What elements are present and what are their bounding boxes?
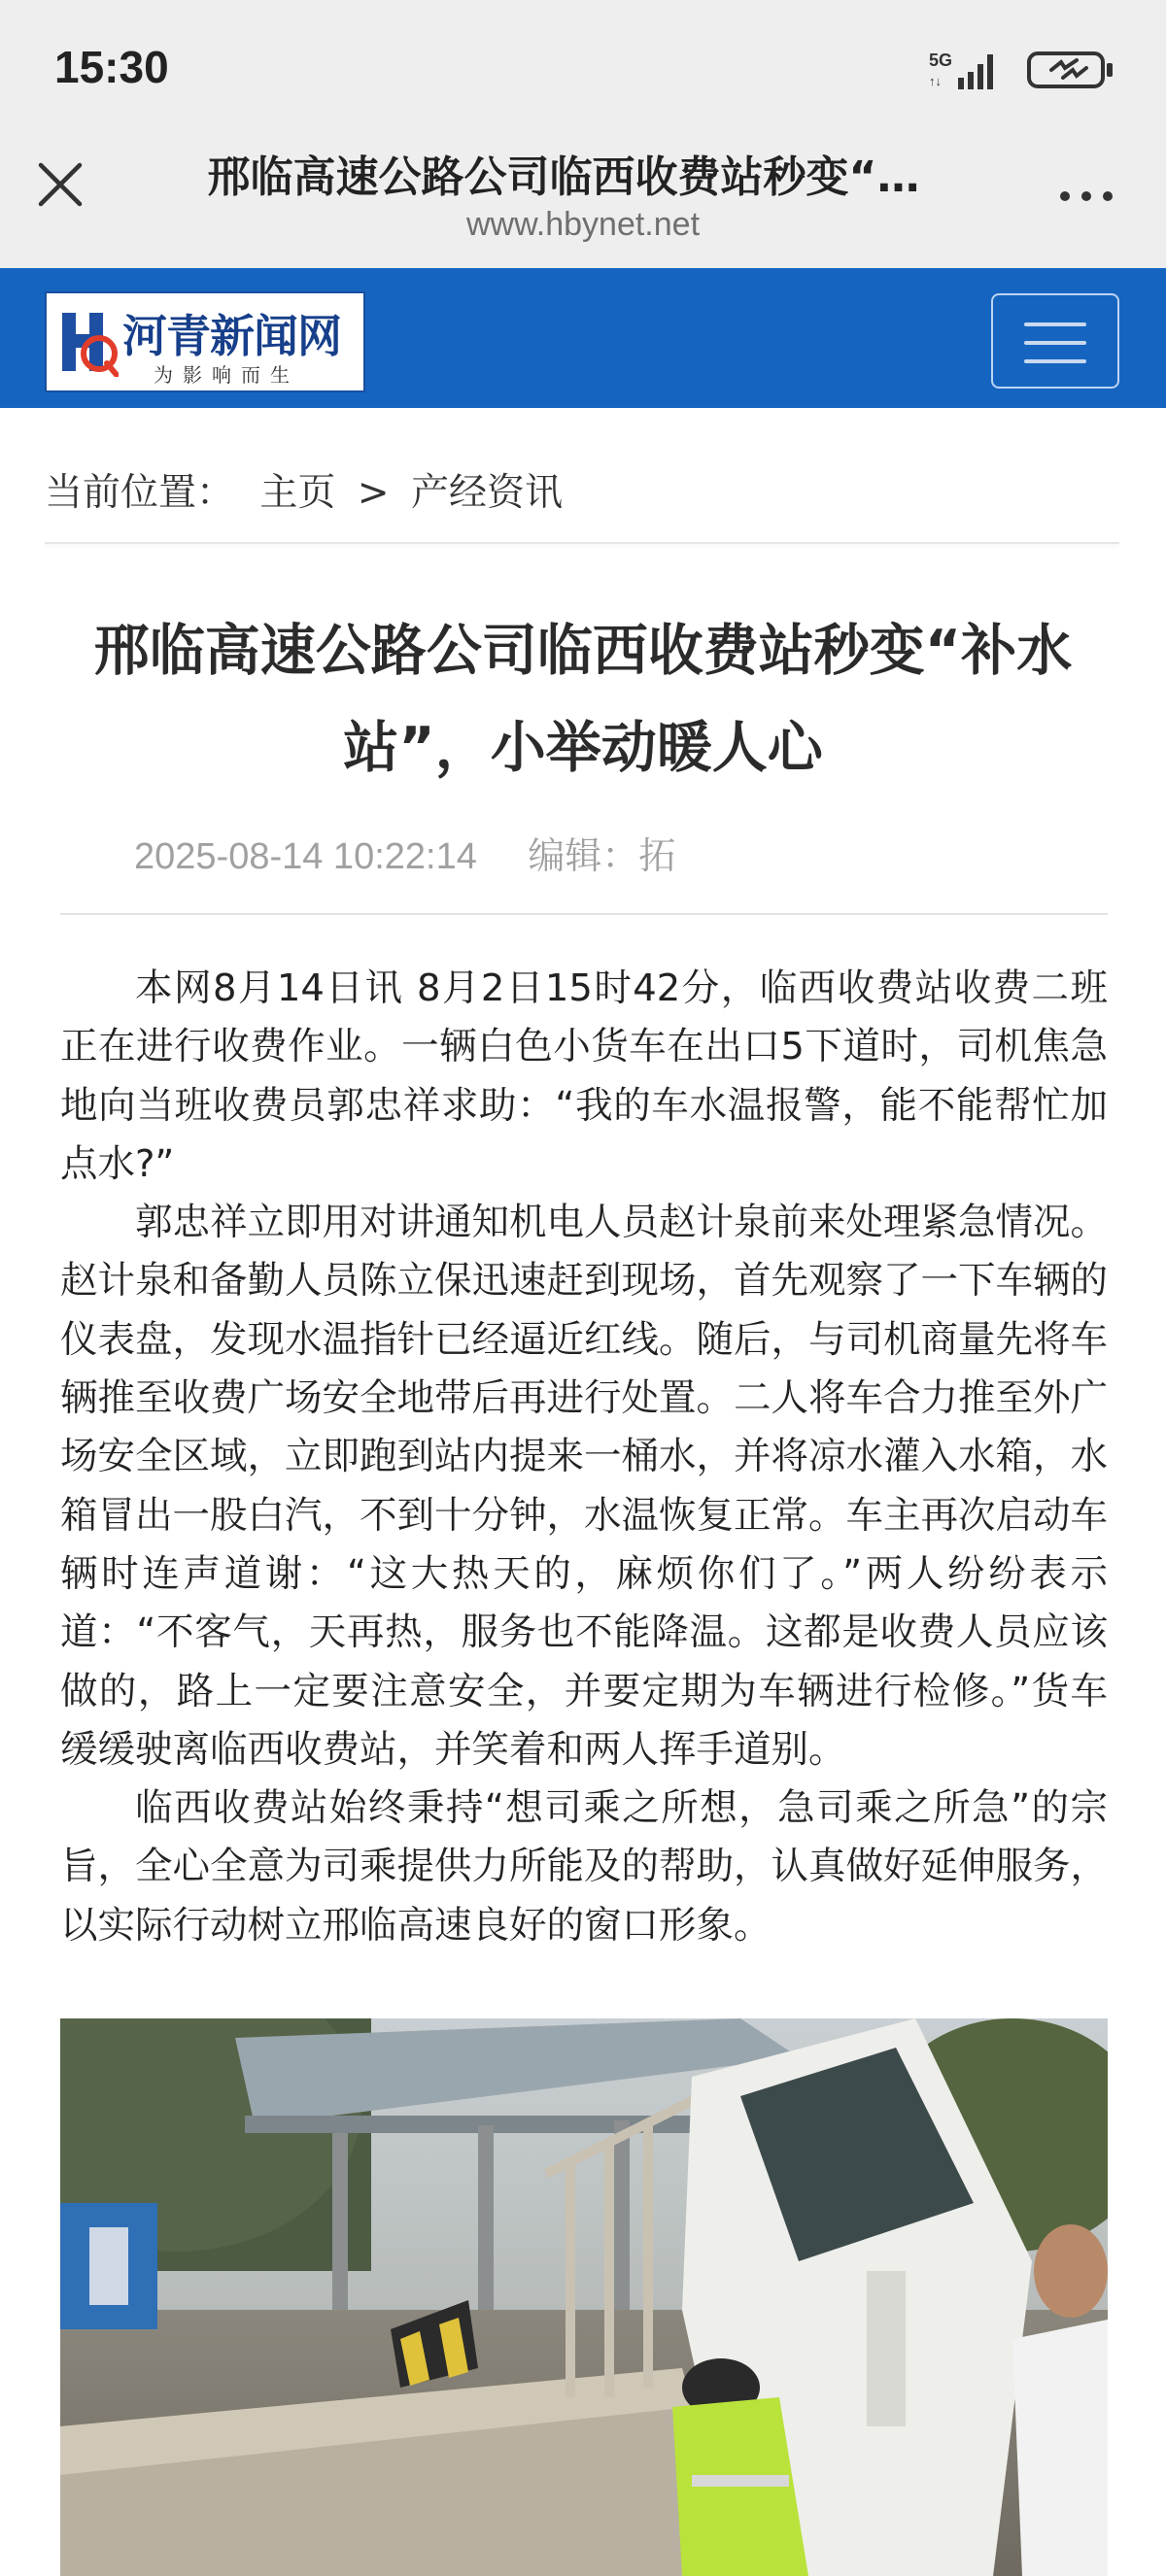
status-icons [929, 49, 1115, 91]
article-editor: 编辑：拓 [528, 834, 676, 877]
svg-text:↑↓: ↑↓ [929, 74, 942, 88]
breadcrumb [45, 462, 563, 517]
article-photo-image [60, 2018, 1108, 2576]
article-paragraph: 本网8月14日讯 8月2日15时42分，临西收费站收费二班正在进行收费作业。一辆白色小货车在出口5下道时，司机焦急地向当班收费员郭忠祥求助：“我的车水温报警，能不能帮忙加点水?” [60, 966, 1108, 1186]
signal-icon [929, 49, 1001, 91]
more-dots-icon [1057, 186, 1115, 206]
article-photo [60, 2018, 1108, 2576]
article-datetime: 2025-08-14 10:22:14 [134, 836, 477, 877]
close-button[interactable] [33, 157, 87, 212]
article-paragraph: 临西收费站始终秉持“想司乘之所想，急司乘之所急”的宗旨，全心全意为司乘提供力所能及的帮助，认真做好延伸服务，以实际行动树立邢临高速良好的窗口形象。 [60, 1786, 1109, 1948]
logo-name: 河青新闻网 [122, 310, 341, 362]
hamburger-menu-icon [1024, 322, 1086, 326]
site-logo[interactable] [45, 291, 365, 392]
browser-page-title: 邢临高速公路公司临西收费站秒变“… [207, 153, 920, 202]
logo-slogan: 为影响而生 [154, 363, 299, 387]
status-time: 15:30 [54, 42, 169, 92]
hamburger-menu-button[interactable] [991, 293, 1119, 389]
article-title: 邢临高速公路公司临西收费站秒变“补水站”，小举动暖人心 [93, 619, 1073, 780]
more-options-button[interactable] [1057, 186, 1115, 206]
status-bar [0, 0, 1166, 136]
site-navbar [0, 268, 1166, 408]
breadcrumb-home-link[interactable]: 主页 [259, 471, 336, 515]
breadcrumb-separator: > [357, 471, 390, 515]
breadcrumb-category-link[interactable]: 产经资讯 [410, 471, 563, 515]
breadcrumb-divider [45, 542, 1119, 544]
article-meta-divider [60, 913, 1108, 915]
breadcrumb-prefix: 当前位置： [45, 471, 235, 515]
article-meta [134, 826, 675, 879]
article-paragraph: 郭忠祥立即用对讲通知机电人员赵计泉前来处理紧急情况。赵计泉和备勤人员陈立保迅速赶到现场，首先观察了一下车辆的仪表盘，发现水温指针已经逼近红线。随后，与司机商量先将车辆推至收费广场安全地带后再进行处置。二人将车合力推至外广场安全区域，立即跑到站内提来一桶水，并将凉水灌入水箱，水箱冒出一股白汽，不到十分钟，水温恢复正常。车主再次启动车辆时连声道谢：“这大热天的，麻烦你们了。”两人纷纷表示道：“不客气，天再热，服务也不能降温。这都是收费人员应该做的，路上一定要注意安全，并要定期为车辆进行检修。”货车缓缓驶离临西收费站，并笑着和两人挥手道别。 [60, 1201, 1109, 1772]
article-body [60, 960, 1108, 1955]
browser-url[interactable]: www.hbynet.net [465, 206, 701, 243]
browser-header [0, 136, 1166, 268]
battery-icon [1026, 49, 1115, 91]
network-type-label: 5G [929, 51, 953, 70]
close-icon [33, 157, 87, 212]
logo-mark-icon [56, 307, 119, 377]
